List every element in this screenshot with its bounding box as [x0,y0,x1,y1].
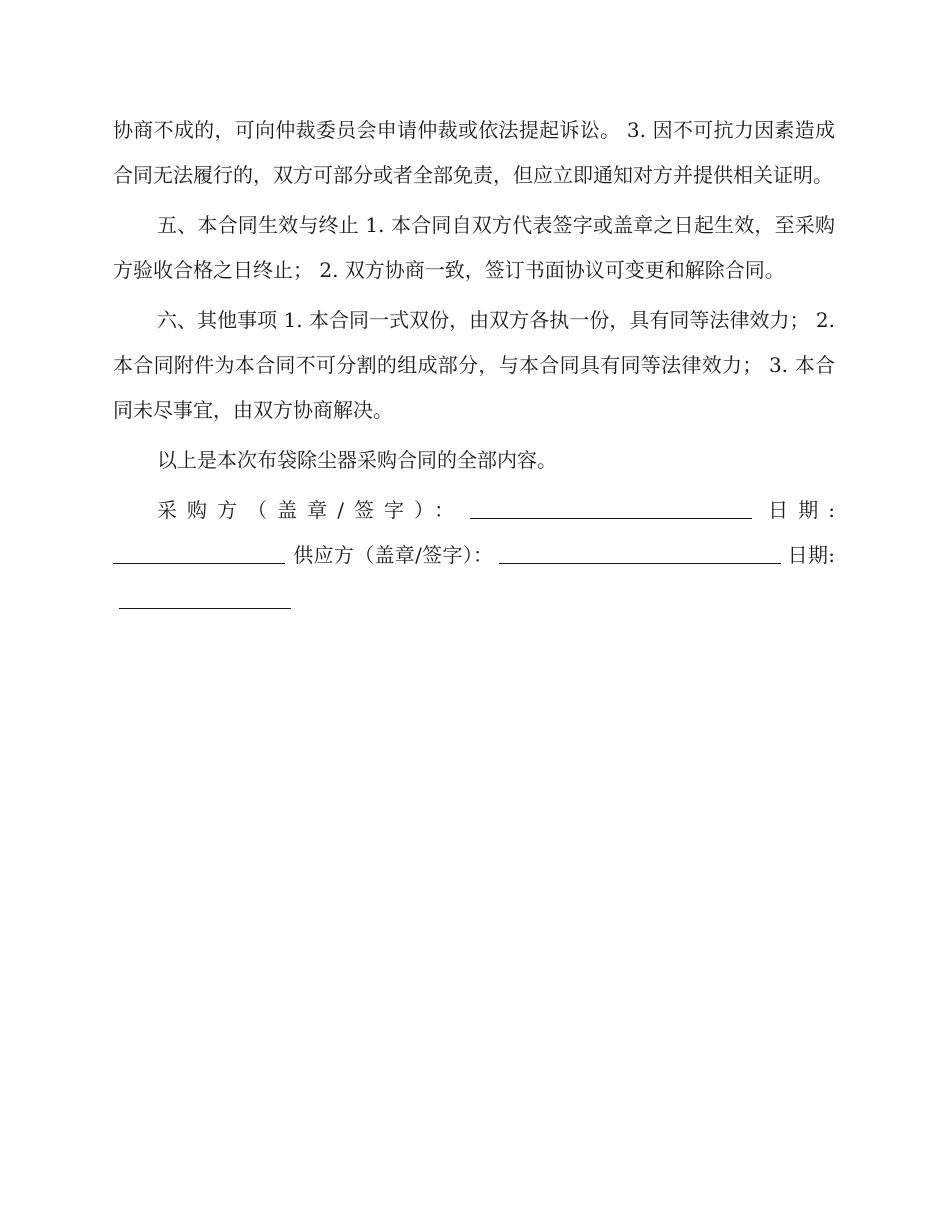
supplier-date-label: 日期: [787,543,835,567]
supplier-label: 供应方（盖章/签字）： [293,543,494,567]
signature-block [113,488,835,623]
paragraph-effect-termination: 五、本合同生效与终止 1. 本合同自双方代表签字或盖章之日起生效，至采购方验收合格之日终止； 2. 双方协商一致，签订书面协议可变更和解除合同。 [113,213,835,282]
buyer-signature-line [470,496,752,519]
document-body [113,108,835,623]
supplier-date-line [119,586,291,609]
paragraph-other-matters: 六、其他事项 1. 本合同一式双份，由双方各执一份，具有同等法律效力； 2. 本合同附件为本合同不可分割的组成部分，与本合同具有同等法律效力； 3. 本合同未尽事宜，由双方协商解决。 [113,308,835,422]
buyer-date-label: 日期: [758,498,835,522]
paragraph-dispute-clause: 协商不成的，可向仲裁委员会申请仲裁或依法提起诉讼。 3. 因不可抗力因素造成合同无法履行的，双方可部分或者全部免责，但应立即通知对方并提供相关证明。 [113,118,835,187]
buyer-date-line [113,541,285,564]
paragraph-closing: 以上是本次布袋除尘器采购合同的全部内容。 [157,448,557,472]
supplier-signature-line [499,541,781,564]
buyer-label: 采购方（盖章/签字）： [157,498,465,522]
